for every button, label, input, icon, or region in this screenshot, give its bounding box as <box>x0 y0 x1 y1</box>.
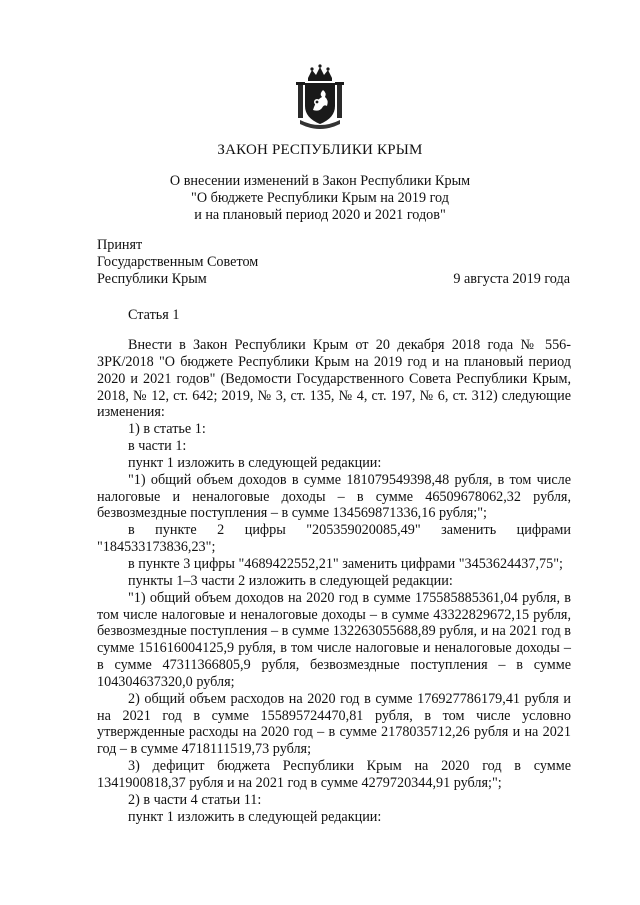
subtitle-line: и на плановый период 2020 и 2021 годов" <box>194 207 446 223</box>
paragraph: в части 1: <box>128 438 187 455</box>
article-heading: Статья 1 <box>128 307 180 323</box>
paragraph: в пункте 2 цифры "205359020085,49" заменить цифрами "184533173836,23"; <box>97 522 571 556</box>
paragraph: 3) дефицит бюджета Республики Крым на 2020 год в сумме 1341900818,37 рубля и на 2021 год в сумме 4279720344,91 рубля;"; <box>97 758 571 791</box>
adopted-line: Принят <box>97 237 143 253</box>
paragraph: пункт 1 изложить в следующей редакции: <box>128 454 382 471</box>
adoption-date: 9 августа 2019 года <box>453 271 570 287</box>
paragraph: 1) в статье 1: <box>128 421 206 438</box>
paragraph: пункт 1 изложить в следующей редакции: <box>128 808 382 825</box>
article-body <box>97 337 571 825</box>
adopted-line: Государственным Советом <box>97 254 259 271</box>
adopted-line: Республики Крым <box>97 271 207 288</box>
paragraph: 2) в части 4 статьи 11: <box>128 791 262 808</box>
paragraph: "1) общий объем доходов в сумме 181079549398,48 рубля, в том числе налоговые и неналоговые доходы – в сумме 46509678062,32 рубля, безвозмездные поступления – в сумме 134569871336,16 рубля;"; <box>97 471 571 522</box>
adoption-block <box>97 237 258 289</box>
subtitle-line: "О бюджете Республики Крым на 2019 год <box>191 190 449 206</box>
crimea-coat-of-arms-icon <box>294 64 346 130</box>
law-title: ЗАКОН РЕСПУБЛИКИ КРЫМ <box>217 142 423 158</box>
paragraph: в пункте 3 цифры "4689422552,21" заменить цифрами "3453624437,75"; <box>128 555 563 572</box>
subtitle-line: О внесении изменений в Закон Республики Крым <box>169 173 471 189</box>
law-subtitle <box>0 173 640 224</box>
paragraph: Внести в Закон Республики Крым от 20 декабря 2018 года № 556-ЗРК/2018 "О бюджете Республики Крым на 2019 год и на плановый период 2020 и 2021 годов" (Ведомости Государственного Совета Республики Крым, 2018, № 12, ст. 642; 2019, № 3, ст. 135, № 4, ст. 197, № 6, ст. 312) следующие изменения: <box>97 337 571 421</box>
paragraph: пункты 1–3 части 2 изложить в следующей редакции: <box>128 572 453 589</box>
paragraph: "1) общий объем доходов на 2020 год в сумме 175585885361,04 рубля, в том числе налоговые и неналоговые доходы – в сумме 43322829672,15 рубля, безвозмездные поступления – в сумме 132263055688,89 рубля, и на 2021 год в сумме 151616004125,9 рубля, в том числе налоговые и неналоговые доходы – в сумме 47311366805,9 рубля, безвозмездные поступления – в сумме 104304637320,0 рубля; <box>97 589 571 690</box>
paragraph: 2) общий объем расходов на 2020 год в сумме 176927786179,41 рубля и на 2021 год в сумме 155895724470,81 рубля, в том числе условно утвержденные расходы на 2020 год – в сумме 2178035712,26 рубля и на 2021 год – в сумме 4718111519,73 рубля; <box>97 690 571 758</box>
